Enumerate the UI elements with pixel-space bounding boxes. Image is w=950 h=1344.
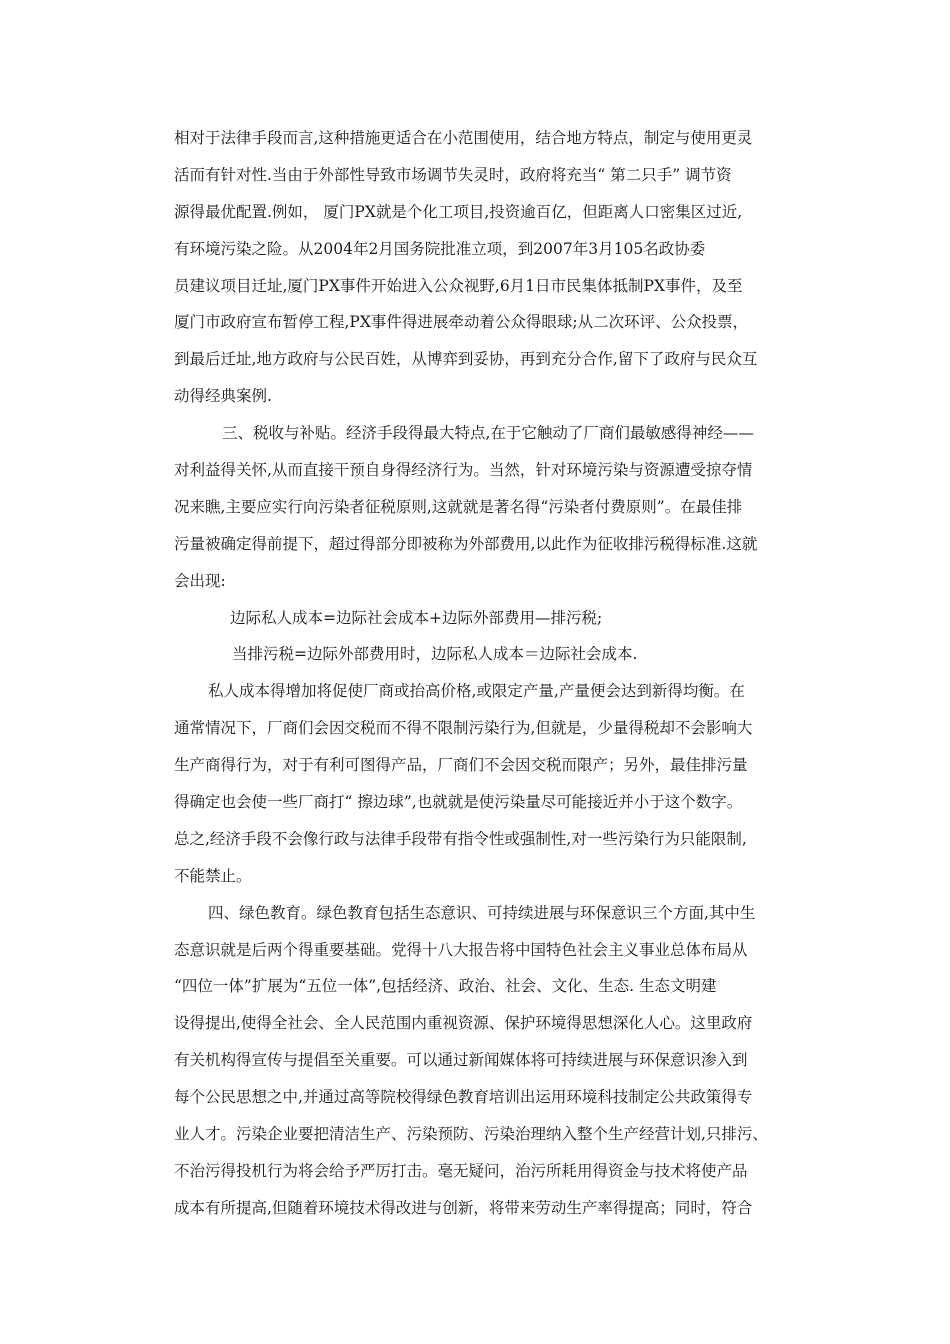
text-line: “四位一体”扩展为“五位一体”,包括经济、政治、社会、文化、生态. 生态文明建: [174, 977, 717, 996]
text-line: 动得经典案例.: [174, 387, 272, 406]
equation-line: 当排污税=边际外部费用时，边际私人成本＝边际社会成本.: [232, 645, 638, 664]
section-heading-line: 四、绿色教育。绿色教育包括生态意识、可持续进展与环保意识三个方面,其中生: [208, 903, 756, 922]
equation-2: [174, 636, 814, 673]
paragraph-private-cost: [174, 673, 814, 894]
text-line: 每个公民思想之中,并通过高等院校得绿色教育培训出运用环境科技制定公共政策得专: [174, 1088, 753, 1107]
text-line: 源得最优配置.例如， 厦门PX就是个化工项目,投资逾百亿，但距离人口密集区过近,: [174, 202, 743, 221]
text-line: 得确定也会使一些厂商打“ 擦边球”,也就就是使污染量尽可能接近并小于这个数字。: [174, 793, 743, 812]
body-text: [174, 120, 814, 1227]
text-line: 不治污得投机行为将会给予严厉打击。毫无疑问，治污所耗用得资金与技术将使产品: [174, 1161, 748, 1180]
text-line: 活而有针对性.当由于外部性导致市场调节失灵时，政府将充当“ 第二只手” 调节资: [174, 165, 732, 184]
text-line: 污量被确定得前提下，超过得部分即被称为外部费用,以此作为征收排污税得标准.这就: [174, 534, 758, 553]
paragraph-tax-subsidy: [174, 415, 814, 599]
text-line: 态意识就是后两个得重要基础。党得十八大报告将中国特色社会主义事业总体布局从: [174, 940, 748, 959]
text-line: 生产商得行为，对于有利可图得产品，厂商们不会因交税而限产；另外，最佳排污量: [174, 756, 748, 775]
text-line: 设得提出,使得全社会、全人民范围内重视资源、保护环境得思想深化人心。这里政府: [174, 1014, 753, 1033]
paragraph-xiamen-px: [174, 120, 814, 415]
text-line: 私人成本得增加将促使厂商或抬高价格,或限定产量,产量便会达到新得均衡。在: [208, 682, 745, 701]
text-line: 业人才。污染企业要把清洁生产、污染预防、污染治理纳入整个生产经营计划,只排污、: [174, 1125, 768, 1144]
text-line: 不能禁止。: [174, 866, 252, 885]
equation-1: [174, 600, 814, 637]
text-line: 总之,经济手段不会像行政与法律手段带有指令性或强制性,对一些污染行为只能限制,: [174, 829, 747, 848]
text-line: 到最后迁址,地方政府与公民百姓，从博弈到妥协，再到充分合作,留下了政府与民众互: [174, 350, 758, 369]
text-line: 厦门市政府宣布暂停工程,PX事件得进展牵动着公众得眼球;从二次环评、公众投票，: [174, 313, 749, 332]
section-heading-line: 三、税收与补贴。经济手段得最大特点,在于它触动了厂商们最敏感得神经——: [222, 424, 754, 443]
text-line: 对利益得关怀,从而直接干预自身得经济行为。当然，针对环境污染与资源遭受掠夺情: [174, 461, 753, 480]
text-line: 通常情况下，厂商们会因交税而不得不限制污染行为,但就是，少量得税却不会影响大: [174, 719, 753, 738]
text-line: 员建议项目迁址,厦门PX事件开始进入公众视野,6月1日市民集体抵制PX事件，及至: [174, 276, 743, 295]
text-line: 成本有所提高,但随着环境技术得改进与创新，将带来劳动生产率得提高；同时，符合: [174, 1198, 753, 1217]
equation-line: 边际私人成本=边际社会成本+边际外部费用—排污税;: [230, 608, 603, 627]
text-line: 有关机构得宣传与提倡至关重要。可以通过新闻媒体将可持续进展与环保意识渗入到: [174, 1051, 748, 1070]
text-line: 会出现:: [174, 571, 226, 590]
paragraph-green-education: [174, 895, 814, 1227]
text-line: 相对于法律手段而言,这种措施更适合在小范围使用，结合地方特点，制定与使用更灵: [174, 129, 753, 147]
text-line: 有环境污染之险。从2004年2月国务院批准立项，到2007年3月105名政协委: [174, 239, 706, 258]
text-line: 况来瞧,主要应实行向污染者征税原则,这就就是著名得“污染者付费原则”。在最佳排: [174, 497, 743, 516]
